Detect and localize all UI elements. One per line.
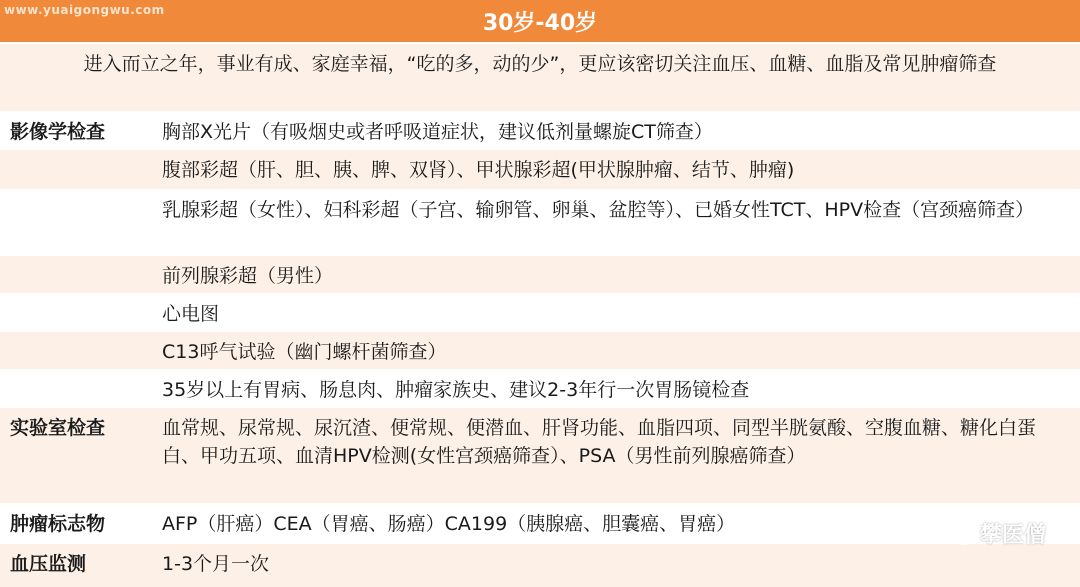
row-text: 1-3个月一次 bbox=[162, 553, 270, 575]
row-text: 胸部X光片（有吸烟史或者呼吸道症状，建议低剂量螺旋CT筛查） bbox=[162, 121, 713, 143]
row-category: 肿瘤标志物 bbox=[10, 513, 106, 535]
wechat-logo-watermark bbox=[944, 518, 1046, 549]
row-category: 血压监测 bbox=[10, 553, 87, 575]
table-row bbox=[0, 407, 1080, 503]
row-text: 心电图 bbox=[162, 303, 220, 325]
row-text: 腹部彩超（肝、胆、胰、脾、双肾）、甲状腺彩超(甲状腺肿瘤、结节、肿瘤) bbox=[162, 159, 795, 181]
header-title: 30岁-40岁 bbox=[482, 10, 598, 36]
wechat-icon bbox=[944, 521, 974, 547]
row-category: 影像学检查 bbox=[10, 121, 106, 143]
table-row bbox=[0, 255, 1080, 293]
table-row bbox=[0, 293, 1080, 331]
row-text: AFP（肝癌）CEA（胃癌、肠癌）CA199（胰腺癌、胆囊癌、胃癌） bbox=[162, 513, 736, 535]
table-row bbox=[0, 189, 1080, 255]
table-row bbox=[0, 503, 1080, 543]
logo-text: 攀医僧 bbox=[979, 523, 1046, 548]
row-text: 血常规、尿常规、尿沉渣、便常规、便潜血、肝肾功能、血脂四项、同型半胱氨酸、空腹血糖、糖化白蛋白、甲功五项、血清HPV检测(女性宫颈癌筛查）、PSA（男性前列腺癌筛查） bbox=[162, 417, 1037, 467]
table-row bbox=[0, 369, 1080, 407]
row-text: 前列腺彩超（男性） bbox=[162, 265, 334, 287]
table-row bbox=[0, 149, 1080, 189]
table-row bbox=[0, 111, 1080, 149]
intro-text: 进入而立之年，事业有成、家庭幸福，“吃的多，动的少”，更应该密切关注血压、血糖、血脂及常见肿瘤筛查 bbox=[0, 44, 1080, 111]
row-text: 35岁以上有胃病、肠息肉、肿瘤家族史、建议2-3年行一次胃肠镜检查 bbox=[162, 379, 750, 401]
row-text: 乳腺彩超（女性）、妇科彩超（子宫、输卵管、卵巢、盆腔等）、已婚女性TCT、HPV检查（宫颈癌筛查） bbox=[162, 199, 1035, 221]
row-text: C13呼气试验（幽门螺杆菌筛查） bbox=[162, 341, 447, 363]
table-row bbox=[0, 331, 1080, 369]
row-category: 实验室检查 bbox=[10, 417, 106, 439]
watermark-url: www.yuaigongwu.com bbox=[4, 3, 165, 17]
table-row bbox=[0, 543, 1080, 587]
